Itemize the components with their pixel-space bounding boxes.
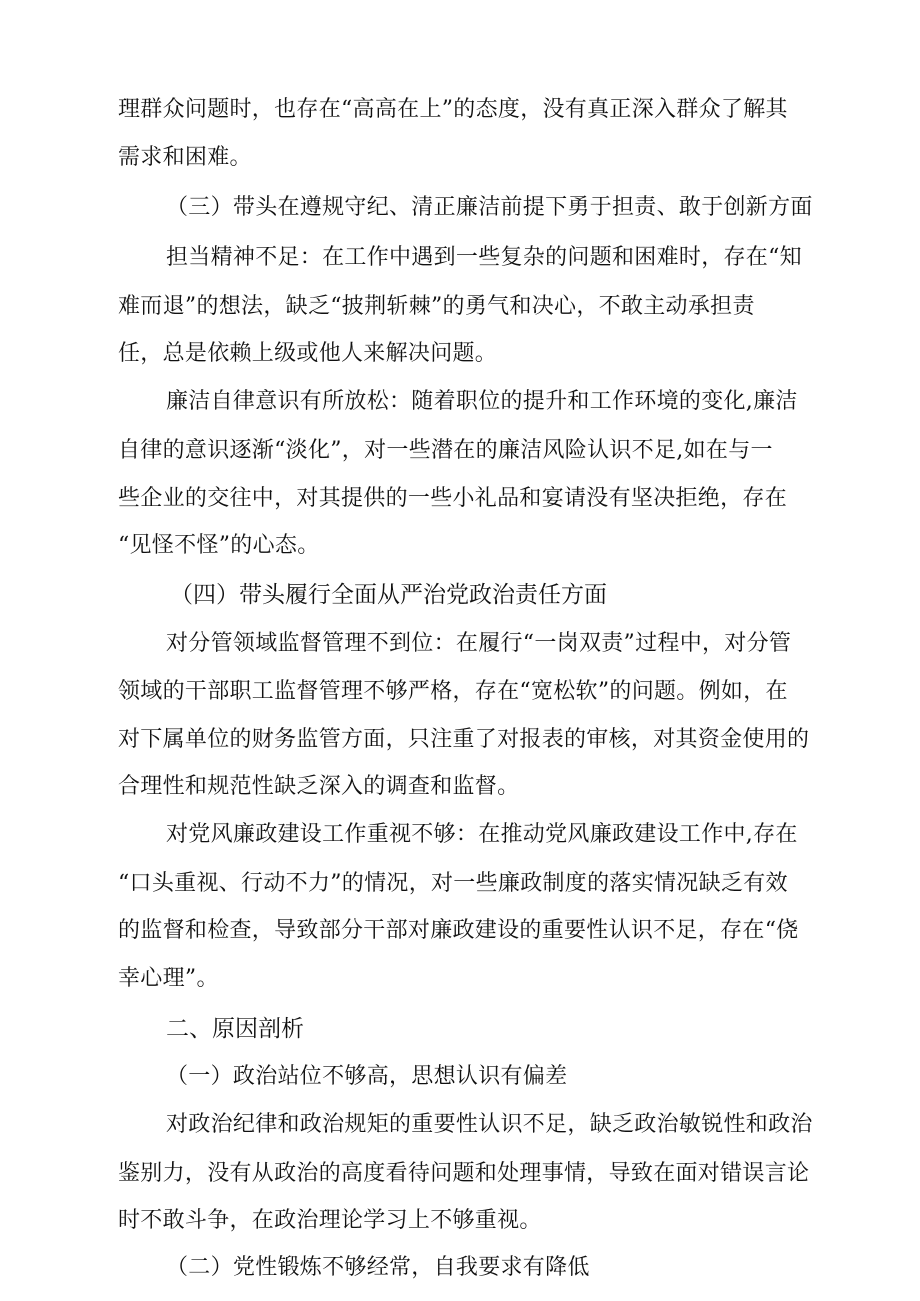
paragraph-line: 难而退”的想法，缺乏“披荆斩棘”的勇气和决心，不敢主动承担责 bbox=[118, 294, 755, 319]
paragraph-line: 领域的干部职工监督管理不够严格，存在“宽松软”的问题。例如，在 bbox=[118, 679, 788, 704]
paragraph-line: 鉴别力，没有从政治的高度看待问题和处理事情，导致在面对错误言论 bbox=[118, 1161, 810, 1186]
paragraph-line: 些企业的交往中，对其提供的一些小礼品和宴请没有坚决拒绝，存在 bbox=[118, 486, 788, 511]
paragraph-line: 对政治纪律和政治规矩的重要性认识不足，缺乏政治敏锐性和政治 bbox=[166, 1112, 813, 1137]
paragraph-line: 的监督和检查，导致部分干部对廉政建设的重要性认识不足，存在“侥 bbox=[118, 918, 799, 943]
section-heading: （二）党性锻炼不够经常，自我要求有降低 bbox=[166, 1255, 590, 1280]
paragraph-line: 自律的意识逐渐“淡化”，对一些潜在的廉洁风险认识不足,如在与一 bbox=[118, 438, 773, 463]
paragraph-line: 需求和困难。 bbox=[118, 145, 252, 170]
paragraph-line: 任，总是依赖上级或他人来解决问题。 bbox=[118, 341, 498, 366]
paragraph-line: 合理性和规范性缺乏深入的调查和监督。 bbox=[118, 774, 520, 799]
paragraph-line: 理群众问题时，也存在“高高在上”的态度，没有真正深入群众了解其 bbox=[118, 97, 788, 122]
section-heading: （四）带头履行全面从严治党政治责任方面 bbox=[170, 582, 607, 608]
paragraph-line: “口头重视、行动不力”的情况，对一些廉政制度的落实情况缺乏有效 bbox=[118, 871, 788, 896]
paragraph-line: 廉洁自律意识有所放松：随着职位的提升和工作环境的变化,廉洁 bbox=[166, 389, 798, 414]
paragraph-line: 担当精神不足：在工作中遇到一些复杂的问题和困难时，存在“知 bbox=[166, 245, 802, 270]
paragraph-line: 幸心理”。 bbox=[118, 966, 219, 991]
chapter-heading: 二、原因剖析 bbox=[166, 1016, 304, 1042]
section-heading: （三）带头在遵规守纪、清正廉洁前提下勇于担责、敢于创新方面 bbox=[166, 195, 813, 220]
paragraph-line: 对分管领域监督管理不到位：在履行“一岗双责”过程中，对分管 bbox=[166, 631, 792, 656]
paragraph-line: “见怪不怪”的心态。 bbox=[118, 533, 320, 558]
section-heading: （一）政治站位不够高，思想认识有偏差 bbox=[166, 1064, 568, 1089]
paragraph-line: 对党风廉政建设工作重视不够：在推动党风廉政建设工作中,存在 bbox=[166, 822, 798, 847]
paragraph-line: 对下属单位的财务监管方面，只注重了对报表的审核，对其资金使用的 bbox=[118, 727, 810, 752]
paragraph-line: 时不敢斗争，在政治理论学习上不够重视。 bbox=[118, 1208, 542, 1233]
